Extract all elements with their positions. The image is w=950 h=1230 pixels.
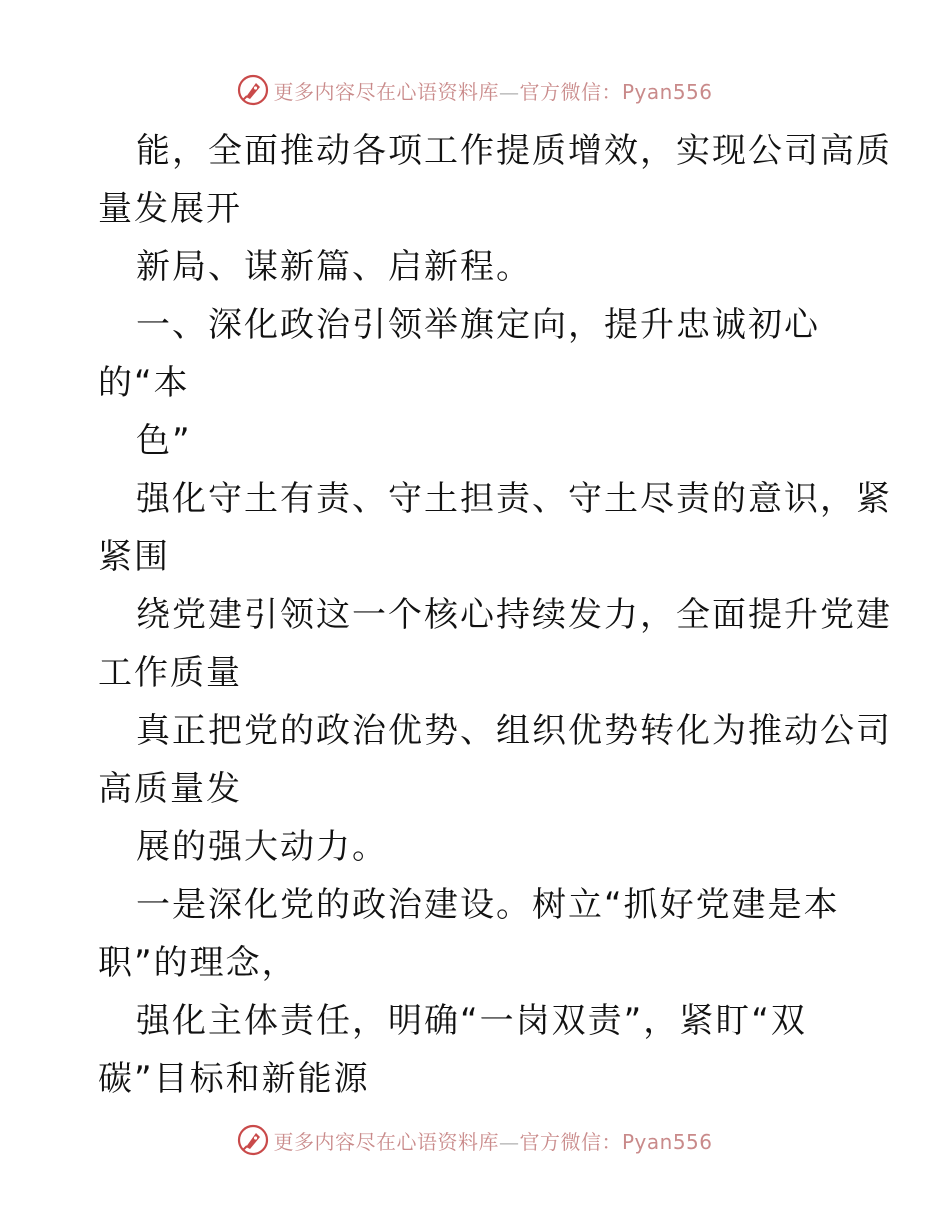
text-line: 职”的理念， <box>98 943 298 983</box>
text-line: 真正把党的政治优势、组织优势转化为推动公司 <box>136 711 892 751</box>
watermark-account: Pyan556 <box>621 79 713 104</box>
text-line: 碳”目标和新能源 <box>98 1059 370 1099</box>
watermark-main-text: 更多内容尽在心语资料库 <box>273 1129 499 1154</box>
text-line: 高质量发 <box>98 769 242 809</box>
footer-watermark <box>0 1120 950 1160</box>
section-heading-continued: 的“本 <box>98 363 190 403</box>
text-line: 一是深化党的政治建设。树立“抓好党建是本 <box>136 885 840 925</box>
text-line: 紧围 <box>98 537 170 577</box>
watermark-official-text: 官方微信： <box>519 79 622 104</box>
watermark-separator: — <box>498 1129 520 1154</box>
text-line: 工作质量 <box>98 653 242 693</box>
pen-nib-logo-icon <box>237 74 269 106</box>
watermark-text <box>273 1126 712 1155</box>
watermark-separator: — <box>498 79 520 104</box>
watermark-main-text: 更多内容尽在心语资料库 <box>273 79 499 104</box>
watermark-account: Pyan556 <box>621 1129 713 1154</box>
text-line: 能，全面推动各项工作提质增效，实现公司高质 <box>136 131 892 171</box>
text-line: 新局、谋新篇、启新程。 <box>136 247 532 287</box>
text-line: 展的强大动力。 <box>136 827 388 867</box>
header-watermark <box>0 70 950 110</box>
section-heading: 一、深化政治引领举旗定向，提升忠诚初心 <box>136 305 820 345</box>
text-line: 强化守土有责、守土担责、守土尽责的意识，紧 <box>136 479 892 519</box>
document-body <box>98 122 892 1108</box>
watermark-official-text: 官方微信： <box>519 1129 622 1154</box>
text-line: 绕党建引领这一个核心持续发力，全面提升党建 <box>136 595 892 635</box>
watermark-text <box>273 76 712 105</box>
text-line: 强化主体责任，明确“一岗双责”，紧盯“双 <box>136 1001 807 1041</box>
pen-nib-logo-icon <box>237 1124 269 1156</box>
section-heading-continued: 色” <box>136 421 192 461</box>
text-line: 量发展开 <box>98 189 242 229</box>
